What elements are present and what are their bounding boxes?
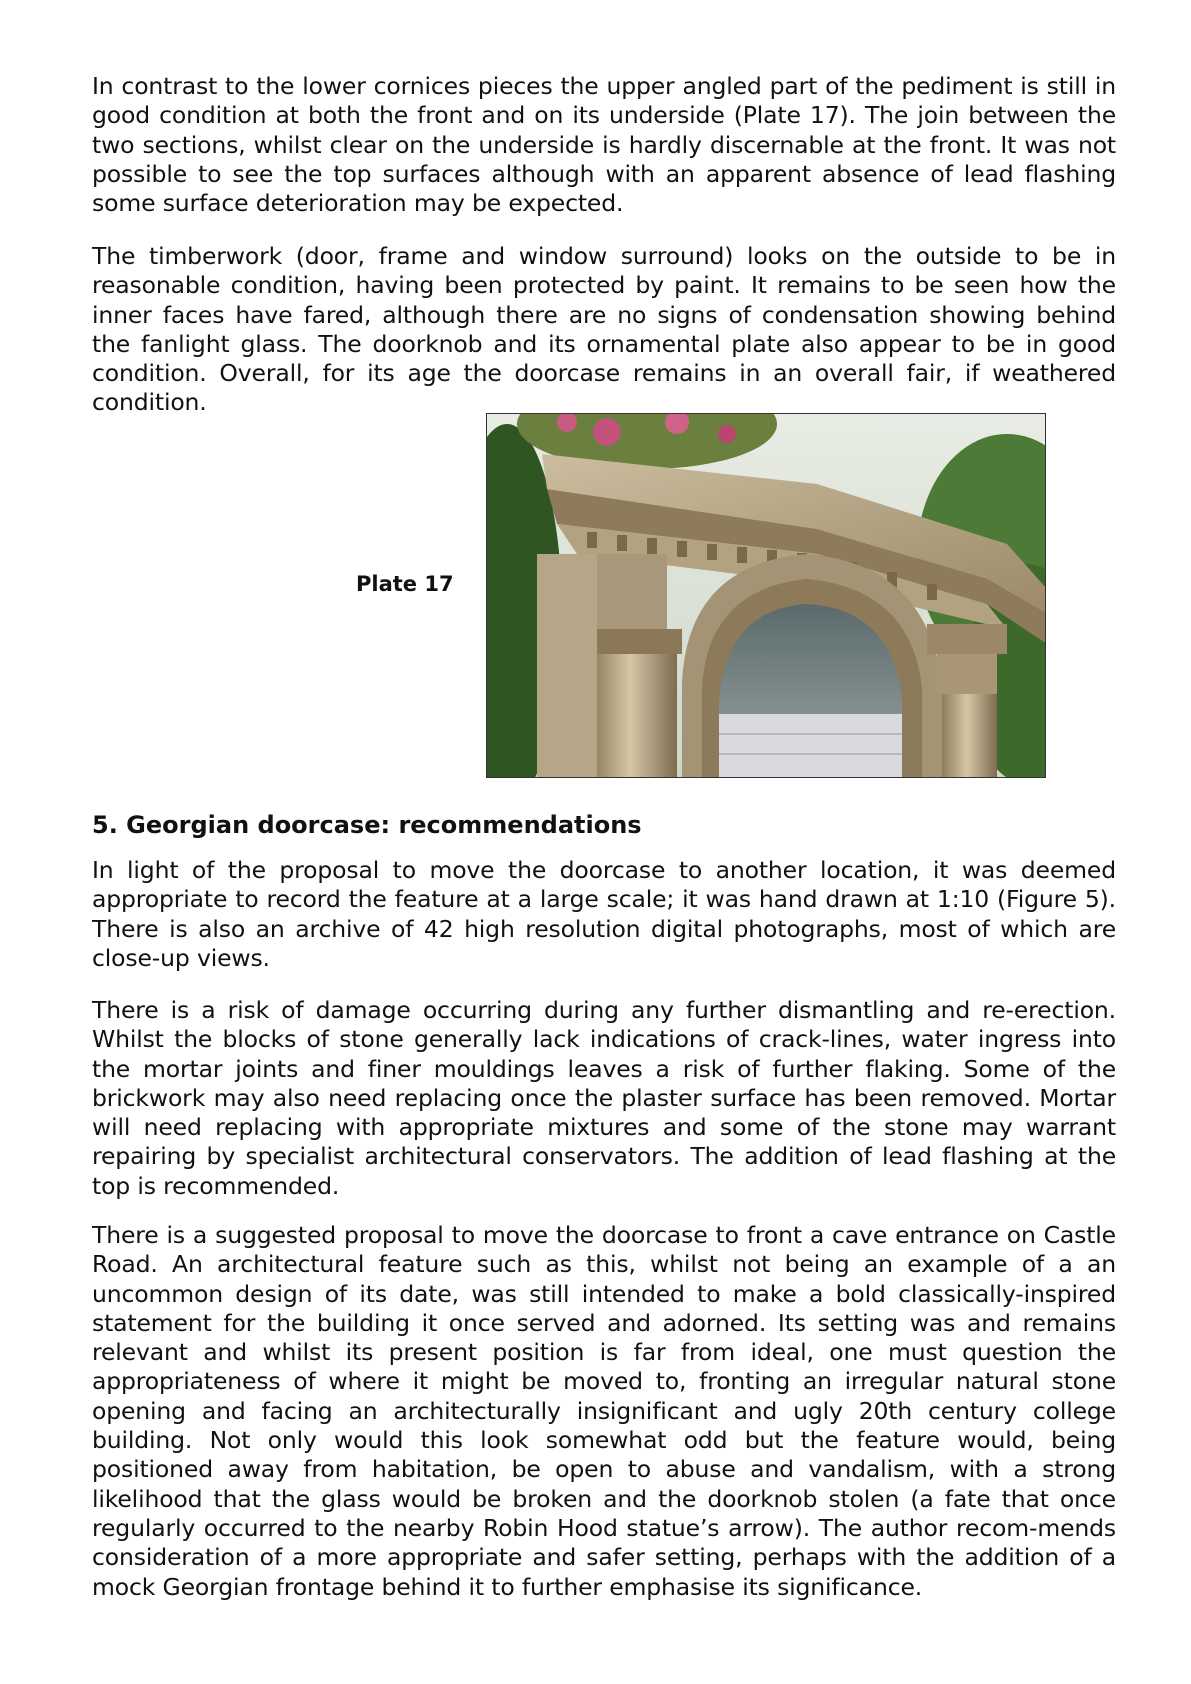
paragraph-recording: In light of the proposal to move the doorcase to another location, it was deemed appropriate to record the feature at a large scale; it was hand drawn at 1:10 (Figure 5). There is also an archive of 42 high resolution digital photographs, most of which are close-up views. bbox=[92, 856, 1116, 972]
section-heading: 5. Georgian doorcase: recommendations bbox=[92, 811, 642, 839]
paragraph-timberwork: The timberwork (door, frame and window surround) looks on the outside to be in reasonable condition, having been protected by paint. It remains to be seen how the inner faces have fared, although there are no signs of condensation showing behind the fanlight glass. The doorknob and its ornamental plate also appear to be in good condition. Overall, for its age the doorcase remains in an overall fair, if weathered condition. bbox=[92, 242, 1116, 417]
plate-caption: Plate 17 bbox=[356, 572, 454, 596]
plate-17-photo bbox=[486, 413, 1046, 778]
paragraph-relocation-proposal: There is a suggested proposal to move the doorcase to front a cave entrance on Castle Road. An architectural feature such as this, whilst not being an example of a an uncommon design of its date, was still intended to make a bold classically-inspired statement for the building it once served and adorned. Its setting was and remains relevant and whilst its present position is far from ideal, one must question the appropriateness of where it might be moved to, fronting an irregular natural stone opening and facing an architecturally insignificant and ugly 20th century college building. Not only would this look somewhat odd but the feature would, being positioned away from habitation, be open to abuse and vandalism, with a strong likelihood that the glass would be broken and the doorknob stolen (a fate that once regularly occurred to the nearby Robin Hood statue’s arrow). The author recom-mends consideration of a more appropriate and safer setting, perhaps with the addition of a mock Georgian frontage behind it to further emphasise its significance. bbox=[92, 1221, 1116, 1601]
paragraph-risk-of-damage: There is a risk of damage occurring during any further dismantling and re-erection. Whilst the blocks of stone generally lack indications of crack-lines, water ingress into the mortar joints and finer mouldings leaves a risk of further flaking. Some of the brickwork may also need replacing once the plaster surface has been removed. Mortar will need replacing with appropriate mixtures and some of the stone may warrant repairing by specialist architectural conservators. The addition of lead flashing at the top is recommended. bbox=[92, 996, 1116, 1200]
paragraph-pediment-condition: In contrast to the lower cornices pieces the upper angled part of the pediment is still in good condition at both the front and on its underside (Plate 17). The join between the two sections, whilst clear on the underside is hardly discernable at the front. It was not possible to see the top surfaces although with an apparent absence of lead flashing some surface deterioration may be expected. bbox=[92, 72, 1116, 218]
doorcase-photo-illustration bbox=[487, 414, 1046, 778]
